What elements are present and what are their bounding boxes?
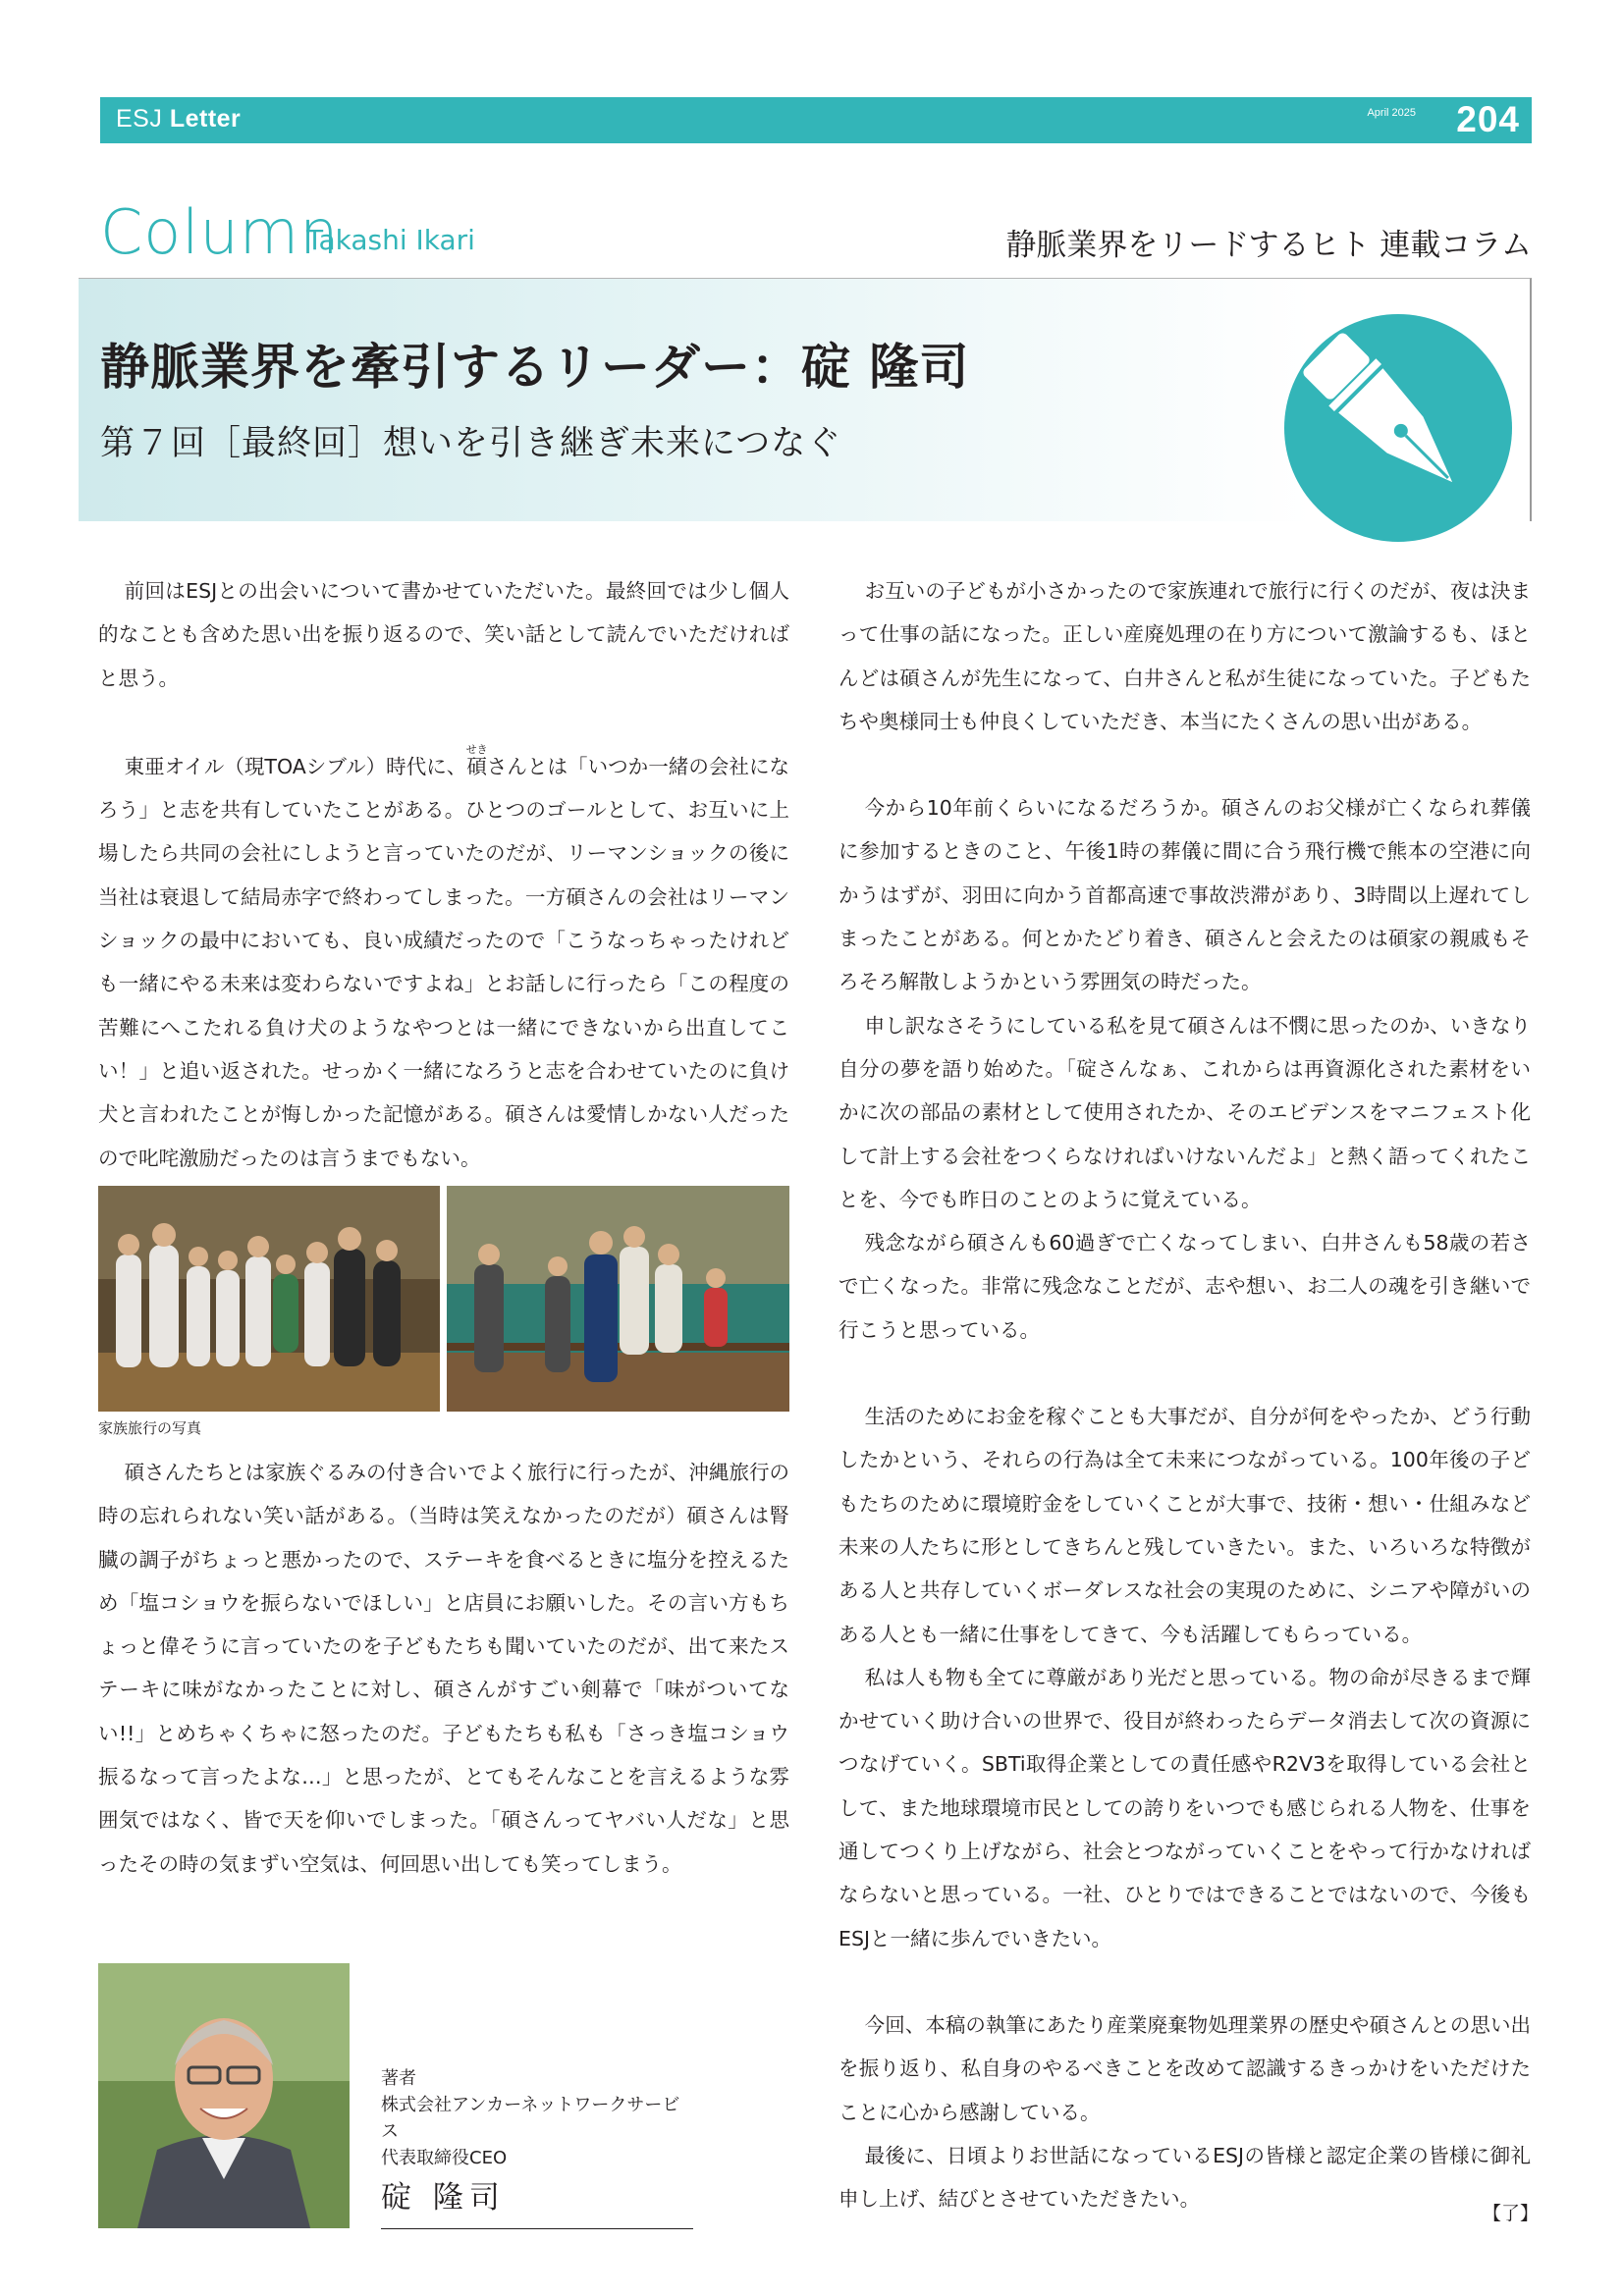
paragraph: 碩さんたちとは家族ぐるみの付き合いでよく旅行に行ったが、沖縄旅行の時の忘れられない笑い話がある。（当時は笑えなかったのだが）碩さんは腎臓の調子がちょっと悪かったので、ステーキを食べるときに塩分を控えるため「塩コショウを振らないでほしい」と店員にお願いした。その言い方もちょっと偉そうに言っていたのを子どもたちも聞いていたのだが、出て来たステーキに味がなかったことに対し、碩さんがすごい剣幕で「味がついてない!!」とめちゃくちゃに怒ったのだ。子どもたちも私も「さっき塩コショウ振るなって言ったよな…」と思ったが、とてもそんなことを言えるような雰囲気ではなく、皆で天を仰いでしまった。「碩さんってヤバい人だな」と思ったその時の気まずい空気は、何回思い出しても笑ってしまう。 xyxy=(98,1461,789,1876)
article-title: 静脈業界を牽引するリーダー：碇 隆司 xyxy=(100,339,970,396)
end-mark: 【了】 xyxy=(1483,2203,1540,2224)
paragraph: 申し訳なさそうにしている私を見て碩さんは不憫に思ったのか、いきなり自分の夢を語り始めた。「碇さんなぁ、これからは再資源化された素材をいかに次の部品の素材として使用されたか、そのエビデンスをマニフェスト化して計上する会社をつくらなければいけないんだよ」と熱く語ってくれたことを、今でも昨日のことのように覚えている。 xyxy=(839,1013,1531,1211)
paragraph: 最後に、日頃よりお世話になっているESJの皆様と認定企業の皆様に御礼申し上げ、結びとさせていただきたい。 xyxy=(839,2143,1531,2212)
author-label: 著者 xyxy=(381,2068,416,2089)
paragraph: 前回はESJとの出会いについて書かせていただいた。最終回では少し個人的なことも含めた思い出を振り返るので、笑い話として読んでいただければと思う。 xyxy=(98,579,789,690)
family-photo-outdoor xyxy=(447,1186,789,1412)
body-column-left-lower xyxy=(98,1451,789,1886)
paragraph: 今回、本稿の執筆にあたり産業廃棄物処理業界の歴史や碩さんとの思い出を振り返り、私自身のやるべきことを改めて認識するきっかけをいただけたことに心から感謝している。 xyxy=(839,2012,1531,2124)
photo-row xyxy=(98,1186,789,1412)
article-subtitle: 第７回［最終回］想いを引き継ぎ未来につなぐ xyxy=(100,424,842,463)
brand-logo: ESJ Letter xyxy=(116,105,242,133)
header-bar xyxy=(100,97,1532,143)
issue-number: 204 xyxy=(1456,99,1520,139)
paragraph: 生活のためにお金を稼ぐことも大事だが、自分が何をやったか、どう行動したかという、それらの行為は全て未来につながっている。100年後の子どもたちのために環境貯金をしていくことが大事で、技術・想い・仕組みなど未来の人たちに形としてきちんと残していきたい。また、いろいろな特徴がある人と共存していくボーダレスな社会の実現のために、シニアや障がいのある人とも一緒に仕事をしてきて、今も活躍してもらっている。 xyxy=(839,1405,1531,1646)
fountain-pen-icon xyxy=(1284,314,1512,542)
column-header xyxy=(100,196,1532,275)
paragraph: 私は人も物も全てに尊厳があり光だと思っている。物の命が尽きるまで輝かせていく助け合いの世界で、役目が終わったらデータ消去して次の資源につなげていく。SBTi取得企業としての責任感やR2V3を取得している会社として、また地球環境市民としての誇りをいつでも感じられる人物を、仕事を通してつくり上げながら、社会とつながっていくことをやって行かなければならないと思っている。一社、ひとりではできることではないので、今後もESJと一緒に歩んでいきたい。 xyxy=(839,1665,1531,1950)
paragraph: お互いの子どもが小さかったので家族連れで旅行に行くのだが、夜は決まって仕事の話になった。正しい産廃処理の在り方について激論するも、ほとんどは碩さんが先生になって、白井さんと私が生徒になっていた。子どもたちや奥様同士も仲良くしていただき、本当にたくさんの思い出がある。 xyxy=(839,579,1531,733)
paragraph: 今から10年前くらいになるだろうか。碩さんのお父様が亡くなられ葬儀に参加するときのこと、午後1時の葬儀に間に合う飛行機で熊本の空港に向かうはずが、羽田に向かう首都高速で事故渋滞があり、3時間以上遅れてしまったことがある。何とかたどり着き、碩さんと会えたのは碩家の親戚もそろそろ解散しようかという雰囲気の時だった。 xyxy=(839,796,1531,994)
title-panel xyxy=(79,278,1532,521)
paragraph: 東亜オイル（現TOAシブル）時代に、碩せきさんとは「いつか一緒の会社になろう」と志を共有していたことがある。ひとつのゴールとして、お互いに上場したら共同の会社にしようと言っていたのだが、リーマンショックの後に当社は衰退して結局赤字で終わってしまった。一方碩さんの会社はリーマンショックの最中においても、良い成績だったので「こうなっちゃったけれども一緒にやる未来は変わらないですよね」とお話しに行ったら「この程度の苦難にへこたれる負け犬のようなやつとは一緒にできないから出直してこい！」と追い返された。せっかく一緒になろうと志を合わせていたのに負け犬と言われたことが悔しかった記憶がある。碩さんは愛情しかない人だったので叱咤激励だったのは言うまでもない。 xyxy=(98,742,789,1170)
author-info xyxy=(381,2065,695,2229)
author-divider xyxy=(381,2228,693,2229)
family-photo-indoor xyxy=(98,1186,440,1412)
paragraph: 残念ながら碩さんも60過ぎで亡くなってしまい、白井さんも58歳の若さで亡くなった。非常に残念なことだが、志や想い、お二人の魂を引き継いで行こうと思っている。 xyxy=(839,1231,1531,1342)
author-company: 株式会社アンカーネットワークサービス xyxy=(381,2095,680,2142)
author-portrait xyxy=(98,1963,350,2228)
body-column-right xyxy=(839,569,1531,2220)
photo-caption: 家族旅行の写真 xyxy=(98,1419,202,1437)
column-label: Column xyxy=(100,196,340,268)
column-author: Takashi Ikari xyxy=(306,224,475,256)
ruby-annotation: 碩せき xyxy=(465,742,488,778)
series-title: 静脈業界をリードするヒト 連載コラム xyxy=(1005,228,1532,263)
issue-date: April 2025 xyxy=(1367,107,1416,119)
ruby-reading: せき xyxy=(465,742,488,756)
author-name: 碇 隆司 xyxy=(381,2180,506,2216)
body-column-left xyxy=(98,569,789,1180)
author-role: 代表取締役CEO xyxy=(381,2148,508,2168)
